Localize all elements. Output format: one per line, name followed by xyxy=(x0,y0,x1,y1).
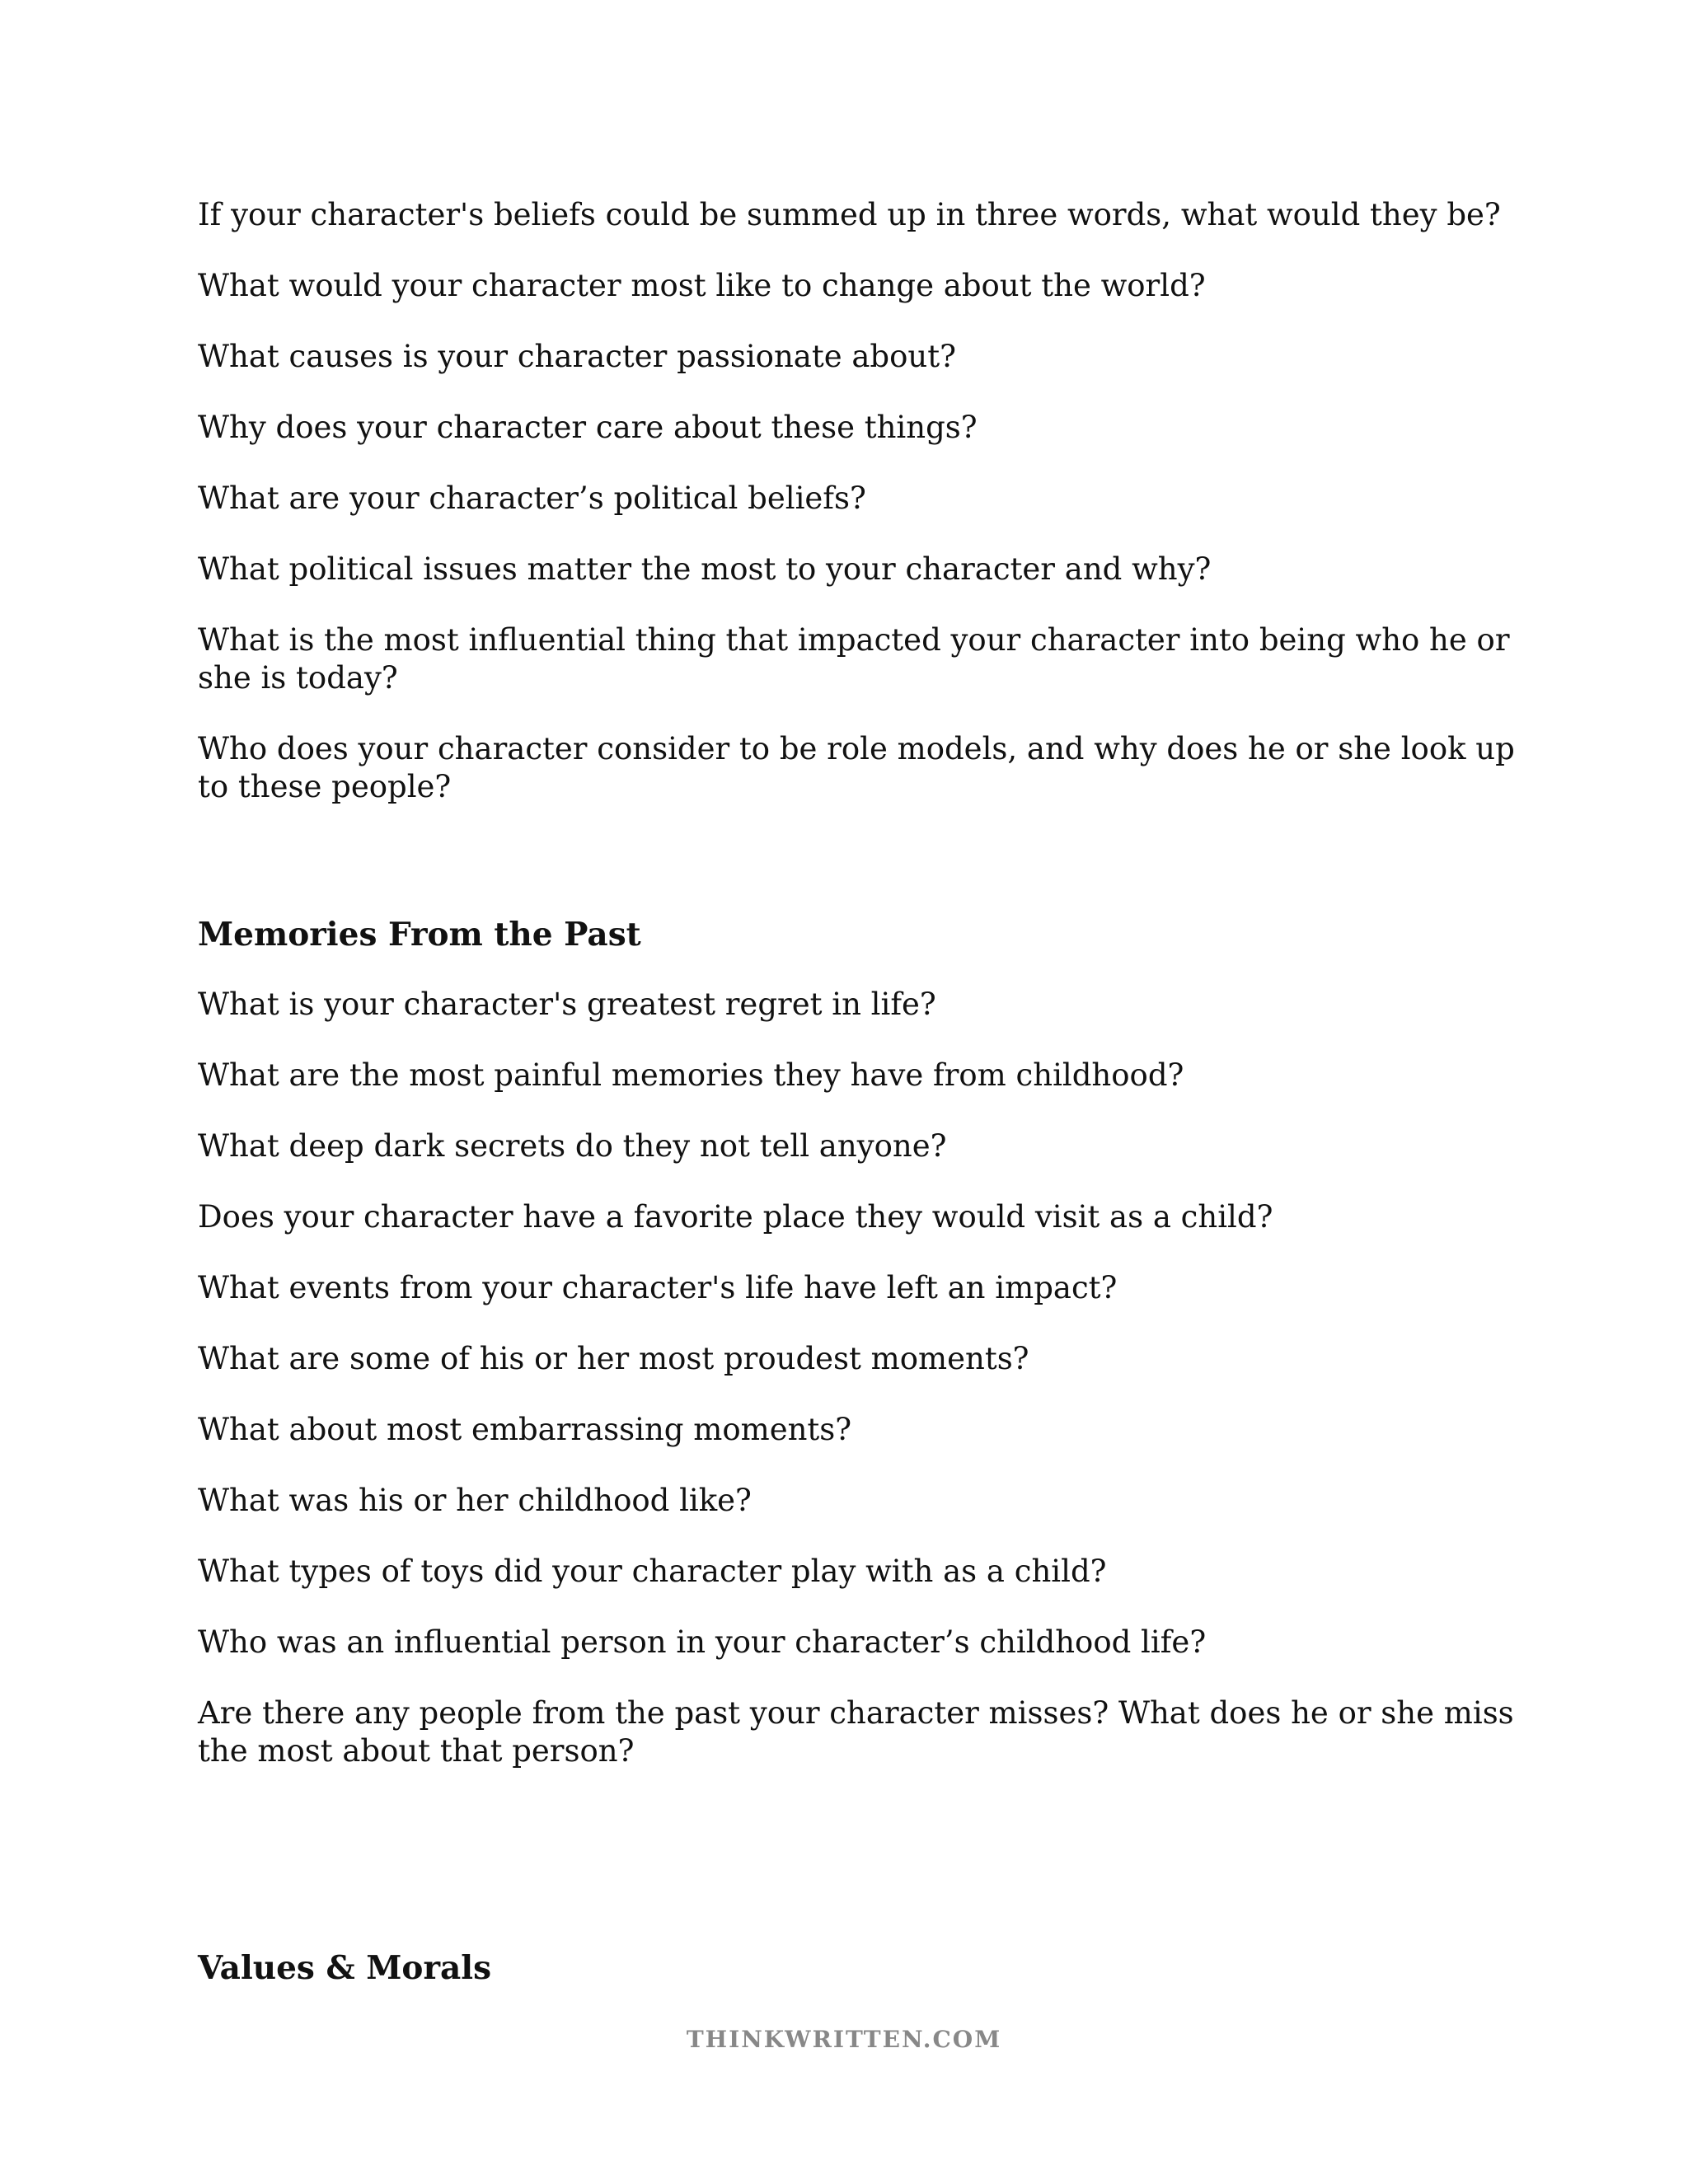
question-memories-5: What events from your character's life have left an impact? xyxy=(198,1270,1118,1305)
question-beliefs-8: Who does your character consider to be role models, and why does he or she look up to these people? xyxy=(198,731,1515,804)
document-content xyxy=(198,196,1517,2019)
question-memories-1: What is your character's greatest regret in life? xyxy=(198,987,936,1022)
section-spacer xyxy=(198,1803,1517,1948)
question-memories-9: What types of toys did your character play with as a child? xyxy=(198,1554,1107,1589)
question-beliefs-3: What causes is your character passionate about? xyxy=(198,339,956,374)
question-memories-3: What deep dark secrets do they not tell anyone? xyxy=(198,1128,947,1164)
section-spacer xyxy=(198,839,1517,915)
question-beliefs-1: If your character's beliefs could be summed up in three words, what would they be? xyxy=(198,197,1501,232)
question-memories-11: Are there any people from the past your character misses? What does he or she miss the most about that person? xyxy=(198,1695,1514,1769)
question-memories-2: What are the most painful memories they have from childhood? xyxy=(198,1057,1184,1093)
footer-site-name: THINKWRITTEN.COM xyxy=(686,2026,1002,2053)
question-beliefs-5: What are your character’s political beliefs? xyxy=(198,480,866,516)
question-beliefs-7: What is the most influential thing that impacted your character into being who he or she is today? xyxy=(198,622,1510,696)
question-beliefs-2: What would your character most like to change about the world? xyxy=(198,268,1206,303)
section-heading-memories: Memories From the Past xyxy=(198,916,641,954)
question-memories-6: What are some of his or her most proudest moments? xyxy=(198,1341,1029,1376)
question-memories-10: Who was an influential person in your character’s childhood life? xyxy=(198,1624,1207,1660)
question-memories-8: What was his or her childhood like? xyxy=(198,1483,752,1518)
question-memories-4: Does your character have a favorite place they would visit as a child? xyxy=(198,1199,1273,1235)
question-memories-7: What about most embarrassing moments? xyxy=(198,1412,852,1447)
question-beliefs-4: Why does your character care about these things? xyxy=(198,410,978,445)
section-heading-values: Values & Morals xyxy=(198,1949,492,1987)
question-beliefs-6: What political issues matter the most to your character and why? xyxy=(198,551,1212,587)
